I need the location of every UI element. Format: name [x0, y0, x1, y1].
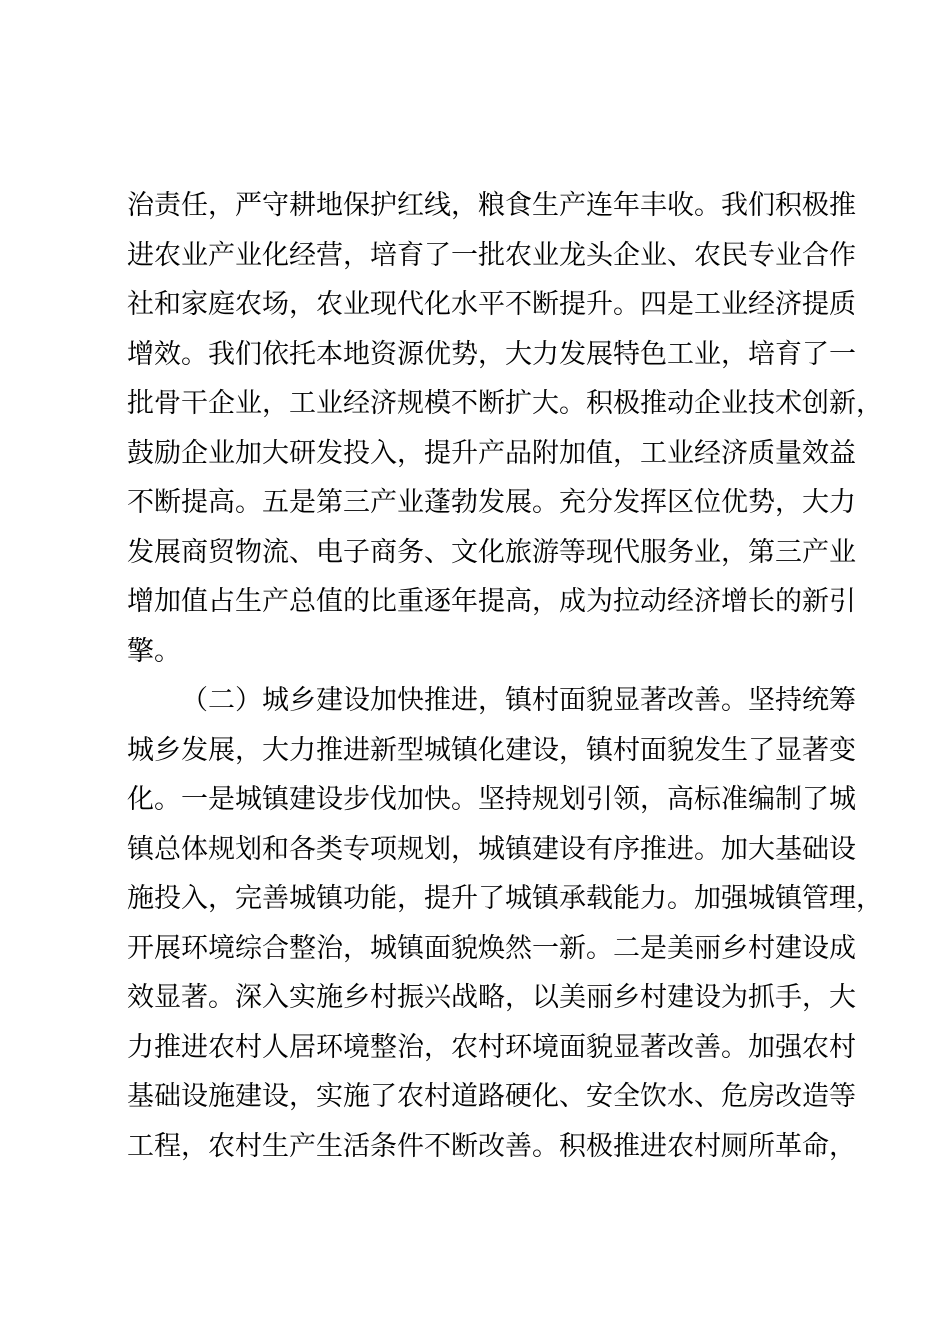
text-line: 进农业产业化经营，培育了一批农业龙头企业、农民专业合作	[127, 239, 856, 271]
text-line: 擎。	[127, 635, 181, 667]
text-line: 发展商贸物流、电子商务、文化旅游等现代服务业，第三产业	[127, 536, 856, 568]
text-line: 开展环境综合整治，城镇面貌焕然一新。二是美丽乡村建设成	[127, 932, 856, 964]
text-line: 鼓励企业加大研发投入，提升产品附加值，工业经济质量效益	[127, 437, 856, 469]
text-line: 治责任，严守耕地保护红线，粮食生产连年丰收。我们积极推	[127, 190, 856, 221]
text-line: 城乡发展，大力推进新型城镇化建设，镇村面貌发生了显著变	[127, 734, 856, 766]
paragraph-2	[127, 676, 883, 1171]
text-line: 社和家庭农场，农业现代化水平不断提升。四是工业经济提质	[127, 289, 856, 320]
text-line: 增效。我们依托本地资源优势，大力发展特色工业，培育了一	[127, 338, 856, 370]
text-line: 效显著。深入实施乡村振兴战略，以美丽乡村建设为抓手，大	[127, 982, 856, 1013]
text-line: 镇总体规划和各类专项规划，城镇建设有序推进。加大基础设	[127, 833, 856, 865]
text-line: 化。一是城镇建设步伐加快。坚持规划引领，高标准编制了城	[127, 784, 856, 815]
body-text	[127, 181, 883, 1171]
section-heading-line: （二）城乡建设加快推进，镇村面貌显著改善。坚持统筹	[181, 685, 856, 716]
text-line: 不断提高。五是第三产业蓬勃发展。充分发挥区位优势，大力	[127, 487, 856, 518]
text-line: 批骨干企业，工业经济规模不断扩大。积极推动企业技术创新，	[127, 388, 883, 419]
paragraph-1	[127, 181, 883, 676]
text-line: 施投入，完善城镇功能，提升了城镇承载能力。加强城镇管理，	[127, 883, 883, 914]
text-line: 工程，农村生产生活条件不断改善。积极推进农村厕所革命，	[127, 1130, 856, 1162]
text-line: 基础设施建设，实施了农村道路硬化、安全饮水、危房改造等	[127, 1081, 856, 1112]
text-line: 力推进农村人居环境整治，农村环境面貌显著改善。加强农村	[127, 1031, 856, 1063]
text-line: 增加值占生产总值的比重逐年提高，成为拉动经济增长的新引	[127, 586, 856, 617]
